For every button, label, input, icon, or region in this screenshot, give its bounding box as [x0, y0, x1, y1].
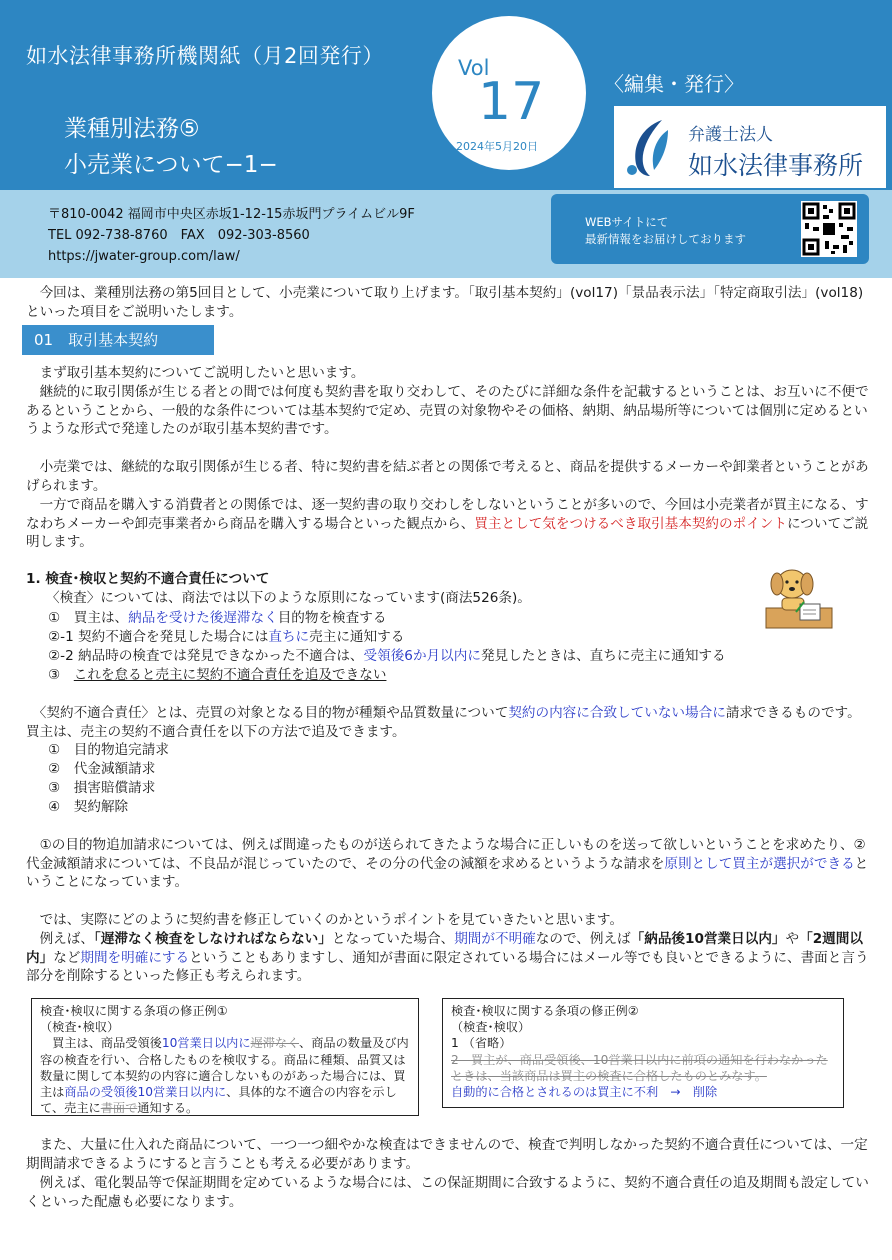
website-promo-line2: 最新情報をお届けしております [585, 232, 746, 246]
deleted-text: 書面で [100, 1101, 138, 1116]
logo-corp-type: 弁護士法人 [688, 125, 773, 145]
subsection-heading: 1. 検査･検収と契約不適合責任について [26, 571, 270, 587]
issue-topic: 業種別法務⑤ [64, 116, 200, 142]
highlight-blue: 受領後6か月以内に [363, 648, 481, 664]
highlight-blue: 期間を明確にする [80, 949, 190, 966]
term: 〈契約不適合責任〉 [39, 705, 156, 721]
paragraph: 小売業では、継続的な取引関係が生じる者、特に契約書を結ぶ者との関係で考えると、商品を提供するメーカーや卸業者ということがあげられます。 [26, 459, 869, 494]
paragraph: まず取引基本契約についてご説明したいと思います。 [26, 365, 365, 381]
highlight-blue: 契約の内容に合致していない場合に [508, 705, 726, 721]
text: についてご説明します。 [26, 515, 869, 551]
revision-example-2 [442, 998, 844, 1108]
text: については、商法では以下のような原則になっています(商法526条)。 [100, 590, 531, 606]
list-item [48, 628, 404, 647]
revision-paragraph [26, 930, 872, 986]
text: 売主に通知する [309, 629, 405, 645]
highlight-blue: 直ちに [268, 629, 310, 645]
list-item: ② 代金減額請求 [48, 761, 156, 777]
list-item: ③ 損害賠償請求 [48, 780, 156, 796]
text: となっていた場合、 [331, 931, 455, 947]
box-title: 検査･検収に関する条項の修正例① [40, 1004, 228, 1018]
paragraph: また、大量に仕入れた商品について、一つ一つ細やかな検査はできませんので、検査で判明しなかった契約不適合責任については、一定期間請求できるようにすると言うことも考える必要があります。 [26, 1137, 868, 1172]
term: 〈検査〉 [46, 590, 101, 606]
text: ①の目的物追加請求については、例えば間違ったものが送られてきたような場合に正しいものを送って欲しいということを求めたり、②代金減額請求については、不良品が混じっていたので、その分の代金の減額を求めるというような請求を [26, 837, 866, 872]
firm-logo-icon [622, 116, 678, 180]
underlined-text: これを怠ると売主に契約不適合責任を追及できない [73, 667, 387, 683]
text: 一方で商品を購入する消費者との関係では、逐一契約書の取り交わしをしないということが多いので、今回は小売業者が買主になる、すなわちメーカーや卸売事業者から商品を購入する場合といった観点から、 [26, 497, 869, 532]
inspection-intro [46, 589, 531, 608]
text: 発見したときは、直ちに売主に通知する [480, 648, 726, 664]
highlight-blue: 期間が不明確 [454, 931, 536, 947]
address: 〒810-0042 福岡市中央区赤坂1-12-15赤坂門プライムビル9F [48, 207, 415, 222]
website-promo-text [585, 214, 746, 248]
text: ②-2 納品時の検査では発見できなかった不適合は、 [48, 648, 364, 664]
text: なので、例えば [535, 931, 631, 947]
publisher-label: 〈編集・発行〉 [604, 72, 744, 96]
list-item [48, 647, 726, 666]
text: 、商品の数量及び内容の検査を行い、合格したものを検収する。商品に種類、品質又は数量に関して本契約の内容に適合しないものがあった場合には、買主は [40, 1036, 409, 1100]
text: ということもありますし、通知が書面に限定されている場合にはメール等でも良いとできるように、書面と言う部分を削除するといった修正も考えられます。 [26, 949, 869, 985]
text: ③ [48, 667, 74, 683]
text: 買主は、商品受領後 [40, 1036, 162, 1051]
website-promo [551, 194, 869, 264]
text: 請求できるものです。買主は、売主の契約不適合責任を以下の方法で追及できます。 [26, 705, 861, 740]
tel-fax: TEL 092-738-8760 FAX 092-303-8560 [48, 228, 310, 243]
text: 例えば、 [26, 931, 94, 947]
box-subtitle: （検査･検収） [40, 1020, 120, 1035]
contact-info [48, 204, 415, 267]
newsletter-title: 如水法律事務所機関紙（月2回発行） [26, 44, 384, 68]
text: ① 買主は、 [48, 610, 129, 626]
list-item [48, 609, 386, 628]
dog-illustration-icon [756, 560, 836, 630]
list-item: ① 目的物追完請求 [48, 742, 169, 758]
text: 、具体的な不適合の内容を示して、売主に [40, 1085, 397, 1116]
box-title: 検査･検収に関する条項の修正例② [451, 1004, 639, 1018]
paragraph: では、実際にどのように契約書を修正していくのかというポイントを見ていきたいと思います。 [26, 912, 624, 928]
highlight-blue: 商品の受領後10営業日以内に [64, 1085, 227, 1100]
revision-example-1 [31, 998, 419, 1116]
bold-text: 「2週間以内」 [26, 931, 863, 966]
text: ということになっています。 [26, 855, 869, 891]
text: など [53, 949, 81, 966]
highlight-blue: 原則として買主が選択ができる [664, 855, 855, 872]
section-heading [22, 325, 214, 355]
highlight-blue: 自動的に合格とされるのは買主に不利 → 削除 [451, 1085, 718, 1100]
website-promo-line1: WEBサイトにて [585, 215, 669, 229]
text: 目的物を検査する [277, 610, 387, 626]
text: や [785, 931, 800, 947]
paragraph: 継続的に取引関係が生じる者との間では何度も契約書を取り交わして、そのたびに詳細な条件を記載するということは、お互いに不便であるということから、一般的な条件については基本契約で定め、売買の対象物やその価格、納期、納品場所等については個別に定めるというような形式で発達したのが取引基本契約書です。 [26, 384, 869, 438]
volume-number: 17 [478, 72, 545, 132]
remedies-paragraph [26, 836, 872, 892]
box-body [40, 1035, 410, 1116]
paragraph [26, 496, 872, 552]
section-heading-text: 01 取引基本契約 [34, 331, 159, 349]
bold-text: 「遅滞なく検査をしなければならない」 [93, 931, 332, 947]
website-url[interactable]: https://jwater-group.com/law/ [48, 249, 240, 264]
issue-date: 2024年5月20日 [456, 140, 538, 153]
volume-label: Vol [458, 56, 490, 80]
deleted-text: 2 買主が、商品受領後、10営業日以内に前項の通知を行わなかったときは、当該商品は買主の検査に合格したものとみなす。 [451, 1052, 828, 1083]
box-line: 1 （省略） [451, 1036, 512, 1051]
deleted-text: 遅滞なく [250, 1036, 300, 1051]
logo-firm-name: 如水法律事務所 [688, 151, 864, 180]
issue-subtopic: 小売業について−1− [64, 152, 278, 178]
intro-paragraph: 今回は、業種別法務の第5回目として、小売業について取り上げます。「取引基本契約」(vol17)「景品表示法」「特定商取引法」(vol18)といった項目をご説明いたします。 [26, 285, 864, 320]
highlight-red: 買主として気をつけるべき取引基本契約のポイント [474, 515, 787, 532]
bold-text: 「納品後10営業日以内」 [630, 931, 786, 947]
text: 通知する。 [137, 1101, 199, 1116]
list-item: ④ 契約解除 [48, 799, 129, 815]
list-item [48, 666, 386, 685]
firm-logo [614, 106, 886, 188]
box-subtitle: （検査･検収） [451, 1020, 531, 1035]
highlight-blue: 10営業日以内に [161, 1036, 251, 1051]
qr-code-icon[interactable] [801, 201, 857, 257]
highlight-blue: 納品を受けた後遅滞なく [128, 610, 278, 626]
liability-paragraph [26, 704, 872, 741]
paragraph: 例えば、電化製品等で保証期間を定めているような場合には、この保証期間に合致するように、契約不適合責任の追及期間も設定していくといった配慮も必要になります。 [26, 1175, 869, 1210]
text: ②-1 契約不適合を発見した場合には [48, 629, 269, 645]
text: とは、売買の対象となる目的物が種類や品質数量について [155, 705, 509, 721]
